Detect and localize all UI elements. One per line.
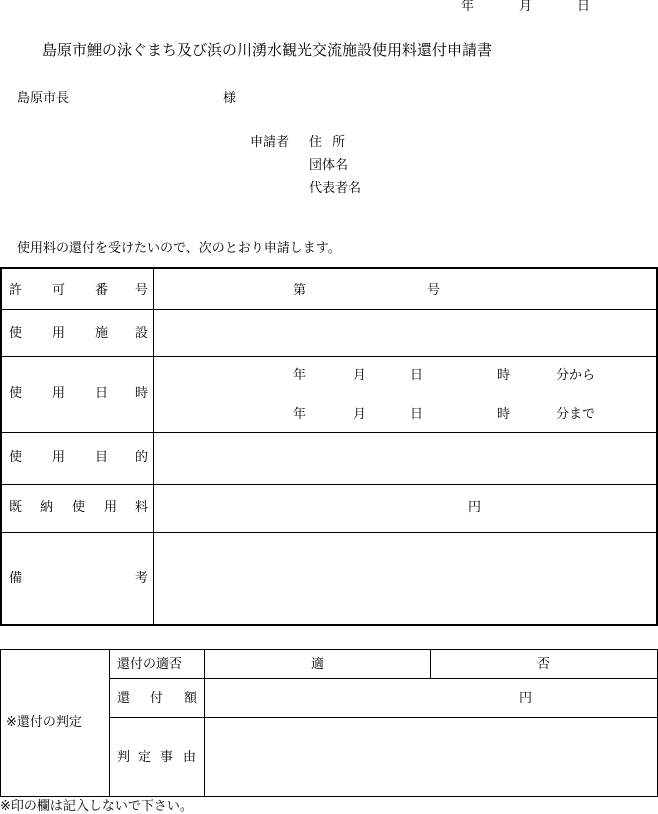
document-title: 島原市鯉の泳ぐまち及び浜の川湧水観光交流施設使用料還付申請書 xyxy=(42,41,493,59)
permit-number-label-1: 許 xyxy=(9,283,23,298)
fee-paid-label-2: 納 xyxy=(40,500,54,515)
permit-number-label-4: 号 xyxy=(135,283,149,298)
remarks-label-2: 考 xyxy=(135,571,149,586)
header-year: 年 xyxy=(461,0,475,14)
intro-text: 使用料の還付を受けたいので、次のとおり申請します。 xyxy=(17,241,341,256)
facility-label-4: 設 xyxy=(135,326,149,341)
judgment-label: ※還付の判定 xyxy=(6,715,82,730)
fee-paid-label-1: 既 xyxy=(9,500,23,515)
amount-label-2: 付 xyxy=(150,691,164,706)
applicant-representative-label: 代表者名 xyxy=(309,181,362,196)
header-day: 日 xyxy=(577,0,591,14)
facility-label-1: 使 xyxy=(9,326,23,341)
datetime-from-year: 年 xyxy=(293,368,307,383)
datetime-label-3: 日 xyxy=(95,386,109,401)
approve-option: 適 xyxy=(311,657,325,672)
footnote: ※印の欄は記入しないで下さい。 xyxy=(0,799,193,814)
datetime-from-hour: 時 xyxy=(497,368,511,383)
amount-unit: 円 xyxy=(519,691,533,706)
datetime-from-day: 日 xyxy=(410,368,424,383)
datetime-from-month: 月 xyxy=(353,368,367,383)
addressee-honorific: 様 xyxy=(223,91,237,106)
datetime-label-2: 用 xyxy=(52,386,66,401)
reason-label-3: 事 xyxy=(160,750,174,765)
reason-label-1: 判 xyxy=(117,750,131,765)
propriety-label: 還付の適否 xyxy=(117,657,183,672)
reason-label-2: 定 xyxy=(138,750,152,765)
datetime-to-hour: 時 xyxy=(497,407,511,422)
permit-number-label-3: 番 xyxy=(95,283,109,298)
purpose-label-1: 使 xyxy=(9,450,23,465)
permit-number-suffix: 号 xyxy=(427,283,441,298)
fee-paid-label-5: 料 xyxy=(135,500,149,515)
fee-paid-label-3: 使 xyxy=(72,500,86,515)
datetime-label-4: 時 xyxy=(135,386,149,401)
purpose-label-2: 用 xyxy=(52,450,66,465)
fee-paid-unit: 円 xyxy=(468,500,482,515)
datetime-label-1: 使 xyxy=(9,386,23,401)
fee-paid-label-4: 用 xyxy=(104,500,118,515)
permit-number-label-2: 可 xyxy=(52,283,66,298)
reason-label-4: 由 xyxy=(183,750,197,765)
permit-number-prefix: 第 xyxy=(293,283,307,298)
datetime-from-minute: 分から xyxy=(556,368,596,383)
purpose-label-4: 的 xyxy=(135,450,149,465)
reject-option: 否 xyxy=(537,657,551,672)
datetime-to-minute: 分まで xyxy=(556,407,596,422)
amount-label-3: 額 xyxy=(184,691,198,706)
applicant-address-label: 住 所 xyxy=(309,135,346,150)
addressee-name: 島原市長 xyxy=(17,91,70,106)
applicant-label: 申請者 xyxy=(250,135,290,150)
datetime-to-day: 日 xyxy=(410,407,424,422)
facility-label-2: 用 xyxy=(52,326,66,341)
datetime-to-year: 年 xyxy=(293,407,307,422)
purpose-label-3: 目 xyxy=(95,450,109,465)
applicant-group-label: 団体名 xyxy=(309,158,349,173)
datetime-to-month: 月 xyxy=(353,407,367,422)
header-month: 月 xyxy=(519,0,533,14)
amount-label-1: 還 xyxy=(117,691,131,706)
facility-label-3: 施 xyxy=(95,326,109,341)
remarks-label-1: 備 xyxy=(9,571,23,586)
